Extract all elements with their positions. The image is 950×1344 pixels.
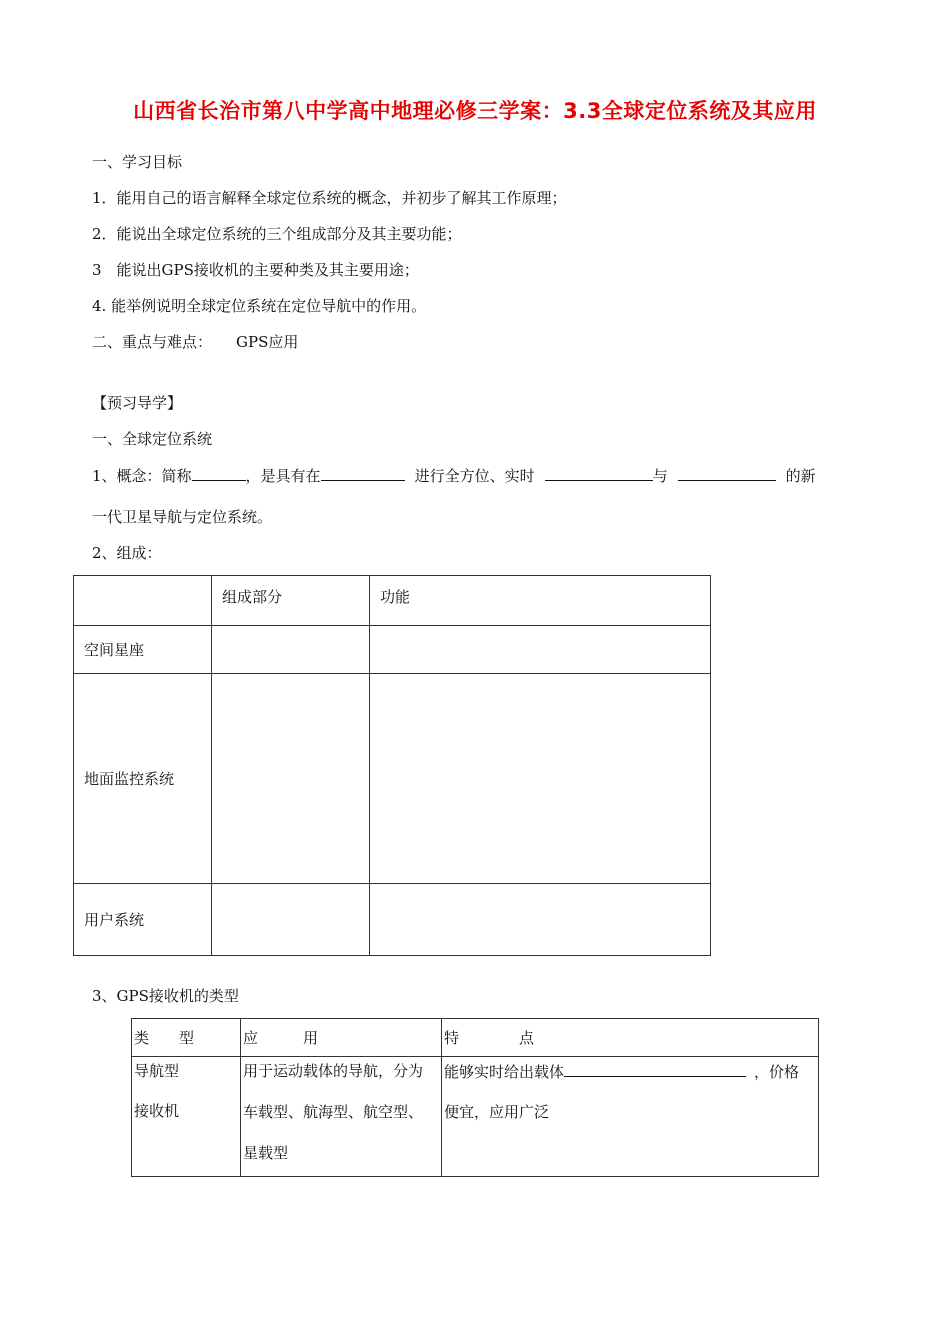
receiver-use-line: 车载型、航海型、航空型、	[243, 1103, 424, 1121]
composition-cell-blank[interactable]	[370, 626, 711, 674]
composition-cell-blank[interactable]	[370, 884, 711, 956]
concept-line	[92, 465, 816, 486]
receiver-header-feature: 特 点	[442, 1019, 819, 1057]
concept-line-2: 一代卫星导航与定位系统。	[92, 508, 273, 526]
key-points-label: 二、重点与难点：	[92, 333, 213, 351]
blank-realtime-2[interactable]	[678, 465, 776, 481]
concept-text-3: 进行全方位、实时	[414, 467, 535, 485]
composition-row-label: 用户系统	[74, 884, 212, 956]
concept-text-4: 与	[652, 467, 668, 485]
composition-row-label: 空间星座	[74, 626, 212, 674]
receiver-header-type: 类 型	[132, 1019, 241, 1057]
composition-header-function: 功能	[370, 576, 711, 626]
blank-scope[interactable]	[321, 465, 405, 481]
key-points-value: GPS应用	[236, 333, 299, 351]
objective-item-4: 4. 能举例说明全球定位系统在定位导航中的作用。	[92, 297, 427, 315]
blank-carrier-info[interactable]	[564, 1061, 746, 1077]
receiver-feature-line: 便宜，应用广泛	[444, 1103, 550, 1121]
receiver-feature-line	[444, 1061, 816, 1102]
composition-header-parts: 组成部分	[212, 576, 370, 626]
composition-row-label: 地面监控系统	[74, 674, 212, 884]
composition-label: 2、组成：	[92, 544, 162, 562]
receiver-use-line: 用于运动载体的导航，分为	[243, 1062, 424, 1080]
receiver-table	[131, 1018, 819, 1177]
composition-cell-blank[interactable]	[370, 674, 711, 884]
composition-header-empty	[74, 576, 212, 626]
composition-cell-blank[interactable]	[212, 674, 370, 884]
section-gps-heading: 一、全球定位系统	[92, 430, 213, 448]
blank-abbreviation[interactable]	[192, 465, 246, 481]
receiver-type-cell	[132, 1057, 241, 1177]
concept-text-2: ，是具有在	[245, 467, 321, 485]
receiver-type-line: 接收机	[134, 1102, 180, 1120]
objective-item-2: 2．能说出全球定位系统的三个组成部分及其主要功能；	[92, 225, 462, 243]
composition-table	[73, 575, 711, 956]
concept-text-1: 1、概念：简称	[92, 467, 192, 485]
receiver-use-line: 星载型	[243, 1144, 289, 1162]
concept-text-5: 的新	[785, 467, 816, 485]
blank-realtime-1[interactable]	[545, 465, 653, 481]
receiver-header-use: 应 用	[241, 1019, 442, 1057]
composition-cell-blank[interactable]	[212, 884, 370, 956]
objectives-heading: 一、学习目标	[92, 153, 183, 171]
page-title: 山西省长治市第八中学高中地理必修三学案：3.3全球定位系统及其应用	[133, 99, 817, 123]
objective-item-3: 3 能说出GPS接收机的主要种类及其主要用途；	[92, 261, 419, 279]
receiver-label: 3、GPS接收机的类型	[92, 987, 239, 1005]
preview-heading: 【预习导学】	[92, 394, 183, 412]
receiver-type-line: 导航型	[134, 1062, 180, 1080]
key-points	[92, 332, 298, 352]
composition-cell-blank[interactable]	[212, 626, 370, 674]
objective-item-1: 1．能用自己的语言解释全球定位系统的概念，并初步了解其工作原理；	[92, 189, 567, 207]
receiver-feature-text: 能够实时给出载体	[444, 1063, 565, 1081]
receiver-feature-cell	[442, 1057, 819, 1177]
receiver-use-cell	[241, 1057, 442, 1177]
receiver-feature-text: ，价格	[754, 1063, 800, 1081]
